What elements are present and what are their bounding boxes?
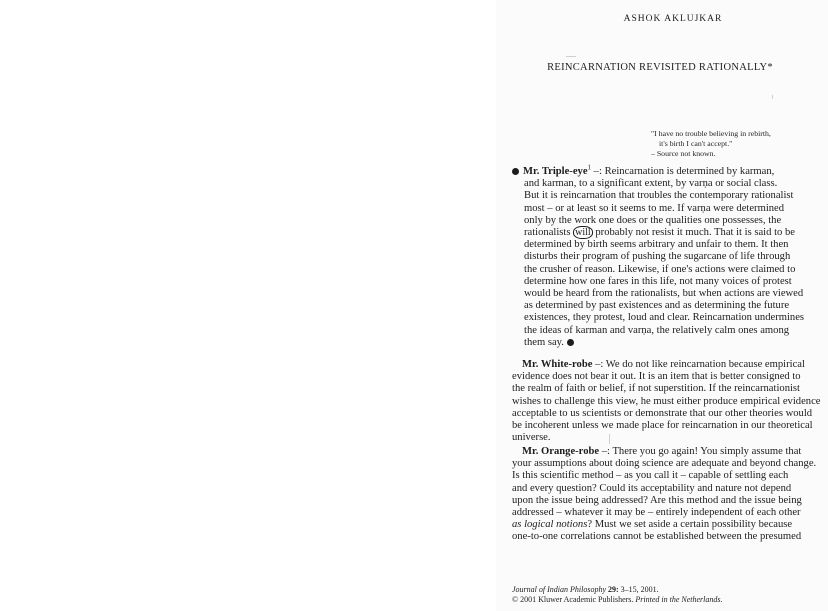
paragraph-line: the ideas of karman and varṇa, the relatively calm ones among (524, 324, 790, 336)
paragraph-orange-robe (512, 446, 817, 544)
paragraph-line: one-to-one correlations cannot be established between the presumed (512, 531, 802, 543)
journal-footer (512, 585, 792, 605)
paragraph-line: Mr. Triple-eye$^1$ –: Reincarnation is determined by karman, (512, 166, 792, 178)
speaker-name: Mr. White-robe (522, 359, 593, 370)
paragraph-line: upon the issue being addressed? Are this method and the issue being (512, 494, 802, 506)
epigraph-line: "I have no trouble believing in rebirth, (651, 129, 771, 138)
scan-speck (609, 434, 610, 444)
paragraph-line: your assumptions about doing science are adequate and beyond change. (512, 458, 817, 470)
paragraph-line: as determined by past existences and as determining the future (524, 300, 790, 312)
scan-speck (772, 95, 773, 99)
paragraph-white-robe (512, 359, 821, 444)
paragraph-line: Mr. Orange-robe –: There you go again! You simply assume that (522, 446, 802, 457)
paragraph-line: addressed – whatever it may be – entirely independent of each other (512, 507, 801, 519)
bullet-marker-icon (512, 168, 519, 175)
paragraph-line: evidence does not bear it out. It is an item that is better consigned to (512, 371, 801, 383)
speaker-name: Mr. Orange-robe (522, 446, 600, 457)
epigraph-line: it's birth I can't accept." (659, 139, 733, 148)
paragraph-line: universe. (512, 432, 551, 444)
speaker-name: Mr. Triple-eye (523, 166, 588, 177)
circled-word: will (575, 227, 591, 239)
paragraph-line: determine how one fares in this life, not many voices of protest (524, 275, 792, 287)
citation-line: Journal of Indian Philosophy 29: 3–15, 2001. (512, 585, 659, 594)
paragraph-line: would be heard from the rationalists, but when actions are viewed (524, 288, 804, 300)
paragraph-line: and every question? Could its acceptability and nature not depend (512, 482, 792, 494)
paragraph-line: the realm of faith or belief, if not superstition. If the reincarnationist (512, 383, 800, 395)
footnote-marker: 1 (587, 163, 592, 172)
paragraph-line: as logical notions? Must we set aside a certain possibility because (512, 519, 793, 531)
copyright-line: © 2001 Kluwer Academic Publishers. Printed in the Netherlands. (512, 595, 723, 604)
paragraph-line: most – or at least so it seems to me. If varṇa were determined (524, 202, 785, 214)
paragraph-line: wishes to challenge this view, he must either produce empirical evidence (512, 395, 821, 407)
paragraph-line: rationalists will probably not resist it much. That it is said to be (524, 227, 795, 239)
paragraph-line: determined by birth seems arbitrary and unfair to them. It then (524, 239, 789, 251)
paragraph-line: Is this scientific method – as you call it – capable of settling each (512, 470, 789, 482)
epigraph (651, 129, 801, 159)
paragraph-line: But it is reincarnation that troubles the contemporary rationalist (524, 190, 794, 202)
author-name: ASHOK AKLUJKAR (623, 14, 723, 24)
paragraph-line: disturbs their program of pushing the sugarcane of life through (524, 251, 791, 263)
paragraph-line: existences, they protest, loud and clear. Reincarnation undermines (524, 312, 805, 324)
article-title: REINCARNATION REVISITED RATIONALLY* (547, 62, 773, 73)
paragraph-triple-eye (512, 163, 805, 349)
paragraph-line: only by the work one does or the qualities one possesses, the (524, 214, 782, 226)
epigraph-source: – Source not known. (651, 149, 716, 158)
paragraph-line: and karman, to a significant extent, by varṇa or social class. (524, 178, 778, 190)
paragraph-line: the crusher of reason. Likewise, if one's actions were claimed to (524, 263, 796, 275)
paragraph-line: Mr. White-robe –: We do not like reincarnation because empirical (522, 359, 805, 370)
scan-speck (566, 56, 576, 57)
paragraph-line: acceptable to us scientists or demonstrate that our other theories would (512, 407, 813, 419)
bullet-marker-icon (567, 339, 574, 346)
paragraph-line: them say. (512, 337, 792, 349)
paragraph-line: be incoherent unless we made place for reincarnation in our theoretical (512, 420, 813, 432)
